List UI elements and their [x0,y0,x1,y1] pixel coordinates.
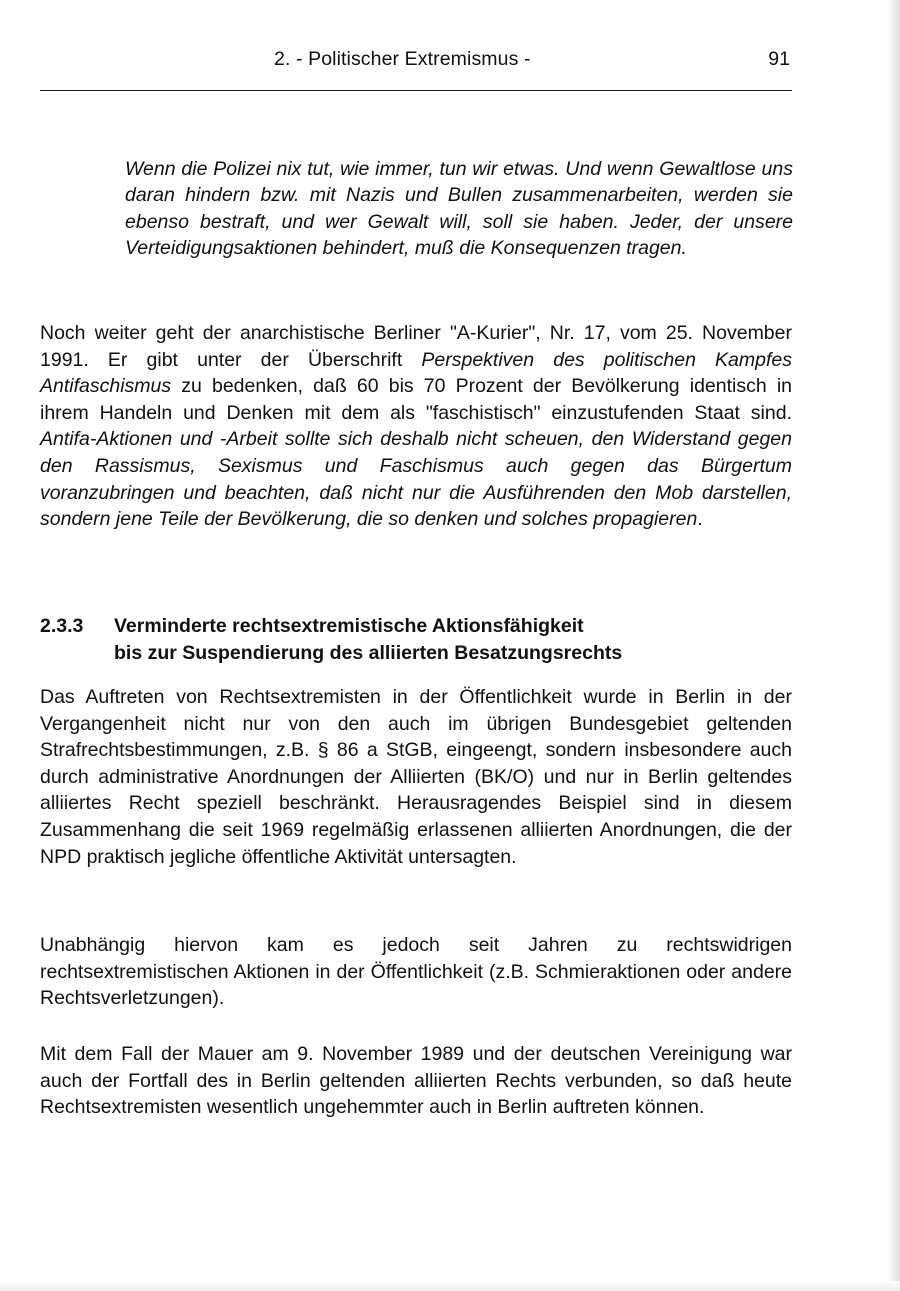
italic-title-reference: Perspektiven des politischen Kampfes Antifaschismus [40,348,792,398]
italic-quotation: Antifa-Aktionen und -Arbeit sollte sich deshalb nicht scheuen, den Widerstand gegen den Rassismus, Sexismus und Faschismus auch gegen das Bürgertum voranzubringen und beachten, daß nicht nur die Ausführenden den Mob darstellen, sondern jene Teile der Bevölkerung, die so denken und solches propagieren [40,428,792,531]
running-header-title: 2. - Politischer Extremismus - [274,48,531,70]
page-edge-shadow-right [886,0,900,1291]
paragraph-fall-of-wall: Mit dem Fall der Mauer am 9. November 1989 und der deutschen Vereinigung war auch der Fortfall des in Berlin geltenden alliierten Rechts verbunden, so daß heute Rechtsextremisten wesentlich ungehemmter auch in Berlin auftreten können. [40,1043,792,1119]
page-edge-shadow-bottom [0,1281,900,1291]
section-title-line: bis zur Suspendierung des alliierten Besatzungsrechts [114,642,623,664]
section-number: 2.3.3 [40,615,84,637]
page-number: 91 [768,48,790,70]
paragraph-a-kurier [40,320,792,533]
header-divider [40,90,792,91]
section-title-line: Verminderte rechtsextremistische Aktionsfähigkeit [114,615,584,637]
paragraph-illegal-actions: Unabhängig hiervon kam es jedoch seit Jahren zu rechtswidrigen rechtsextremistischen Aktionen in der Öffentlichkeit (z.B. Schmieraktionen oder andere Rechtsverletzungen). [40,934,792,1010]
paragraph-text: zu bedenken, daß 60 bis 70 Prozent der Bevölkerung identisch in ihrem Handeln und Denken mit dem als "faschistisch" einzustufenden Staat sind. [40,375,792,424]
page-header [40,48,792,78]
section-title [114,613,794,667]
paragraph-allied-law: Das Auftreten von Rechtsextremisten in der Öffentlichkeit wurde in Berlin in der Vergangenheit nicht nur von den auch im übrigen Bundesgebiet geltenden Strafrechtsbestimmungen, z.B. § 86 a StGB, eingeengt, sondern insbesondere auch durch administrative Anordnungen der Alliierten (BK/O) und nur in Berlin geltendes alliiertes Recht speziell beschränkt. Herausragendes Beispiel sind in diesem Zusammenhang die seit 1969 regelmäßig erlassenen alliierten Anordnungen, die der NPD praktisch jegliche öffentliche Aktivität untersagten. [40,686,792,868]
block-quote: Wenn die Polizei nix tut, wie immer, tun wir etwas. Und wenn Gewaltlose uns daran hindern bzw. mit Nazis und Bullen zusammenarbeiten, werden sie ebenso bestraft, und wer Gewalt will, soll sie haben. Jeder, der unsere Verteidigungsaktionen behindert, muß die Konsequenzen tragen. [125,158,793,259]
paragraph-text: Noch weiter geht der anarchistische Berliner "A-Kurier", Nr. 17, vom 25. November 1991. Er gibt unter der Überschrift [40,322,792,371]
paragraph-text: . [697,508,703,531]
